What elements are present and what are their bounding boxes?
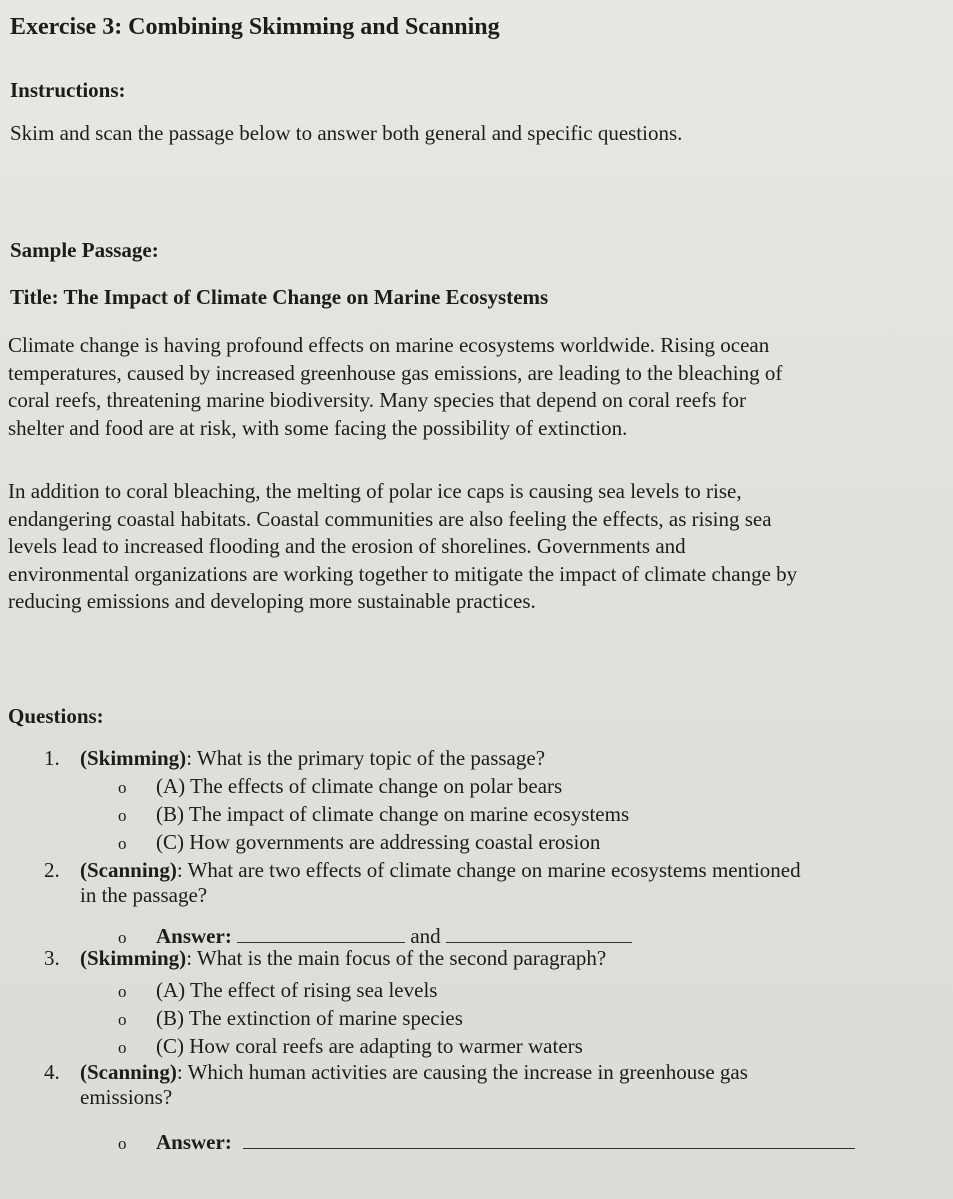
question-3-option-b[interactable] (118, 1006, 463, 1031)
paragraph-line: reducing emissions and developing more sustainable practices. (8, 589, 536, 613)
answer-blank-1[interactable] (237, 926, 405, 943)
bullet-icon: o (118, 806, 127, 825)
question-1-option-a[interactable] (118, 774, 562, 799)
question-number: 1. (44, 746, 60, 770)
bullet-icon: o (118, 1010, 127, 1029)
paragraph-line: Climate change is having profound effects on marine ecosystems worldwide. Rising ocean (8, 333, 770, 357)
bullet-icon: o (118, 834, 127, 853)
question-1-option-b[interactable] (118, 802, 629, 827)
paragraph-line: shelter and food are at risk, with some facing the possibility of extinction. (8, 415, 628, 440)
question-text-continued: emissions? (80, 1085, 173, 1109)
question-text-continued: in the passage? (80, 883, 208, 907)
instructions-text: Skim and scan the passage below to answer both general and specific questions. (10, 121, 683, 145)
question-1 (44, 746, 545, 771)
paragraph-line: In addition to coral bleaching, the melting of polar ice caps is causing sea levels to rise, (8, 479, 742, 503)
passage-title: Title: The Impact of Climate Change on Marine Ecosystems (10, 285, 549, 309)
question-3 (44, 946, 606, 971)
question-type-label: (Skimming) (80, 946, 187, 970)
bullet-icon: o (118, 1134, 127, 1153)
bullet-icon: o (118, 778, 127, 797)
question-text: : What is the main focus of the second paragraph? (186, 946, 607, 970)
passage-paragraph-1 (8, 332, 908, 442)
question-number: 2. (44, 858, 60, 882)
question-4-answer (118, 1130, 855, 1155)
question-1-option-c[interactable] (118, 830, 600, 855)
paragraph-line: temperatures, caused by increased greenhouse gas emissions, are leading to the bleaching of (8, 360, 783, 385)
answer-label: Answer: (156, 1130, 232, 1154)
and-word: and (410, 924, 441, 948)
bullet-icon: o (118, 928, 127, 947)
bullet-icon: o (118, 982, 127, 1001)
question-text: : What are two effects of climate change on marine ecosystems mentioned (176, 858, 801, 882)
answer-blank-2[interactable] (446, 926, 632, 943)
question-type-label: (Scanning) (80, 858, 177, 882)
question-text: : What is the primary topic of the passage? (186, 746, 546, 770)
question-text: : Which human activities are causing the increase in greenhouse gas (176, 1060, 748, 1084)
question-type-label: (Skimming) (80, 746, 187, 770)
paragraph-line: coral reefs, threatening marine biodiversity. Many species that depend on coral reefs for (8, 388, 747, 412)
option-text: (A) The effects of climate change on polar bears (156, 774, 563, 798)
question-3-option-a[interactable] (118, 978, 437, 1003)
question-4 (44, 1060, 748, 1110)
question-number: 4. (44, 1060, 60, 1084)
instructions-heading: Instructions: (10, 78, 126, 102)
option-text: (C) How coral reefs are adapting to warmer waters (156, 1034, 583, 1058)
question-number: 3. (44, 946, 60, 970)
question-type-label: (Scanning) (80, 1060, 177, 1084)
sample-passage-heading: Sample Passage: (10, 238, 159, 262)
answer-blank[interactable] (243, 1132, 855, 1149)
question-3-option-c[interactable] (118, 1034, 583, 1059)
option-text: (B) The impact of climate change on marine ecosystems (156, 802, 630, 826)
exercise-title: Exercise 3: Combining Skimming and Scanning (10, 14, 500, 40)
paragraph-line: endangering coastal habitats. Coastal communities are also feeling the effects, as rising sea (8, 506, 772, 531)
paragraph-line: levels lead to increased flooding and the erosion of shorelines. Governments and (8, 534, 686, 558)
bullet-icon: o (118, 1038, 127, 1057)
option-text: (A) The effect of rising sea levels (156, 978, 438, 1002)
question-2 (44, 858, 801, 908)
paragraph-line: environmental organizations are working together to mitigate the impact of climate change by (8, 561, 798, 586)
questions-heading: Questions: (8, 704, 104, 728)
option-text: (B) The extinction of marine species (156, 1006, 463, 1030)
option-text: (C) How governments are addressing coastal erosion (156, 830, 601, 854)
answer-label: Answer: (156, 924, 232, 948)
passage-paragraph-2 (8, 478, 908, 616)
